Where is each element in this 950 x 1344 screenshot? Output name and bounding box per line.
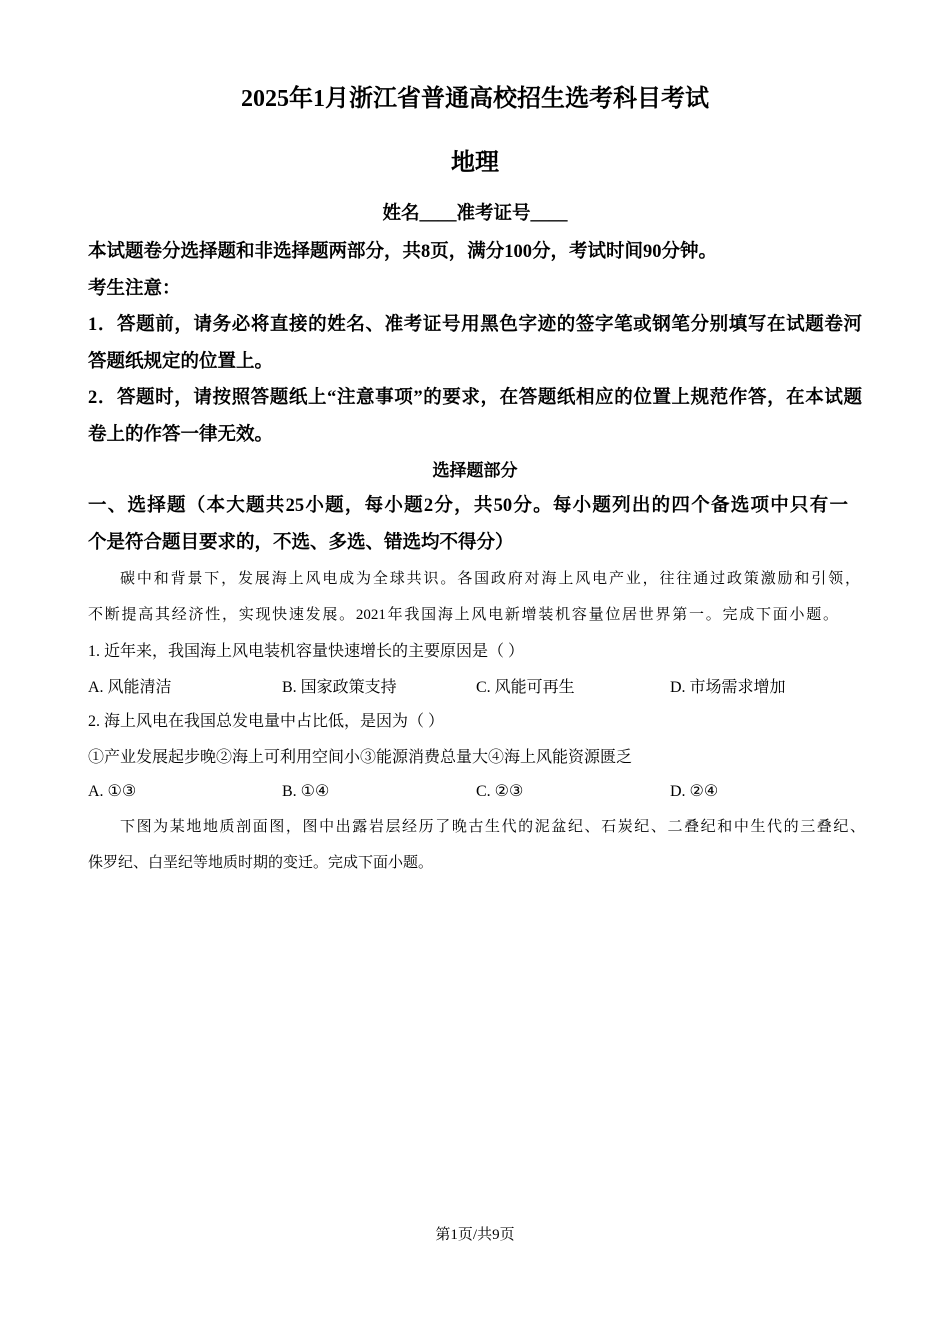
passage-1-line-1: 碳中和背景下，发展海上风电成为全球共识。各国政府对海上风电产业，往往通过政策激励和引领， (120, 571, 860, 587)
question-2-option-b[interactable]: B. ①④ (282, 783, 330, 800)
subject-title: 地理 (451, 150, 499, 176)
notice-item-2: 2．答题时，请按照答题纸上“注意事项”的要求，在答题纸相应的位置上规范作答，在本试题 (88, 388, 862, 408)
question-1-option-d[interactable]: D. 市场需求增加 (670, 679, 786, 696)
section-heading: 一、选择题（本大题共25小题，每小题2分，共50分。每小题列出的四个备选项中只有一 (88, 496, 848, 516)
passage-1-line-2: 不断提高其经济性，实现快速发展。2021年我国海上风电新增装机容量位居世界第一。完成下面小题。 (88, 607, 838, 623)
question-2-option-d[interactable]: D. ②④ (670, 783, 719, 800)
notice-item-1-cont: 答题纸规定的位置上。 (88, 352, 274, 372)
notice-label: 考生注意： (88, 279, 181, 299)
intro-text: 本试题卷分选择题和非选择题两部分，共8页，满分100分，考试时间90分钟。 (88, 242, 718, 262)
notice-item-2-cont: 卷上的作答一律无效。 (88, 425, 274, 445)
section-heading-cont: 个是符合题目要求的，不选、多选、错选均不得分） (88, 533, 514, 553)
question-2-stem: 2. 海上风电在我国总发电量中占比低，是因为（ ） (88, 713, 445, 730)
passage-2-line-1: 下图为某地地质剖面图，图中出露岩层经历了晚古生代的泥盆纪、石炭纪、二叠纪和中生代的三叠纪、 (120, 819, 865, 835)
question-2-option-a[interactable]: A. ①③ (88, 783, 137, 800)
section-title: 选择题部分 (432, 461, 518, 480)
exam-title: 2025年1月浙江省普通高校招生选考科目考试 (241, 86, 709, 112)
page-number: 第1页/共9页 (435, 1227, 515, 1243)
question-1-stem: 1. 近年来，我国海上风电装机容量快速增长的主要原因是（ ） (88, 643, 525, 660)
name-id-line: 姓名____准考证号____ (382, 204, 568, 224)
question-1-option-c[interactable]: C. 风能可再生 (476, 679, 575, 696)
question-2-statements: ①产业发展起步晚②海上可利用空间小③能源消费总量大④海上风能资源匮乏 (88, 749, 633, 766)
notice-item-1: 1．答题前，请务必将直接的姓名、准考证号用黑色字迹的签字笔或钢笔分别填写在试题卷河 (88, 315, 862, 335)
passage-2-line-2: 侏罗纪、白垩纪等地质时期的变迁。完成下面小题。 (88, 855, 434, 871)
question-1-option-b[interactable]: B. 国家政策支持 (282, 679, 397, 696)
question-1-option-a[interactable]: A. 风能清洁 (88, 679, 172, 696)
question-2-option-c[interactable]: C. ②③ (476, 783, 524, 800)
